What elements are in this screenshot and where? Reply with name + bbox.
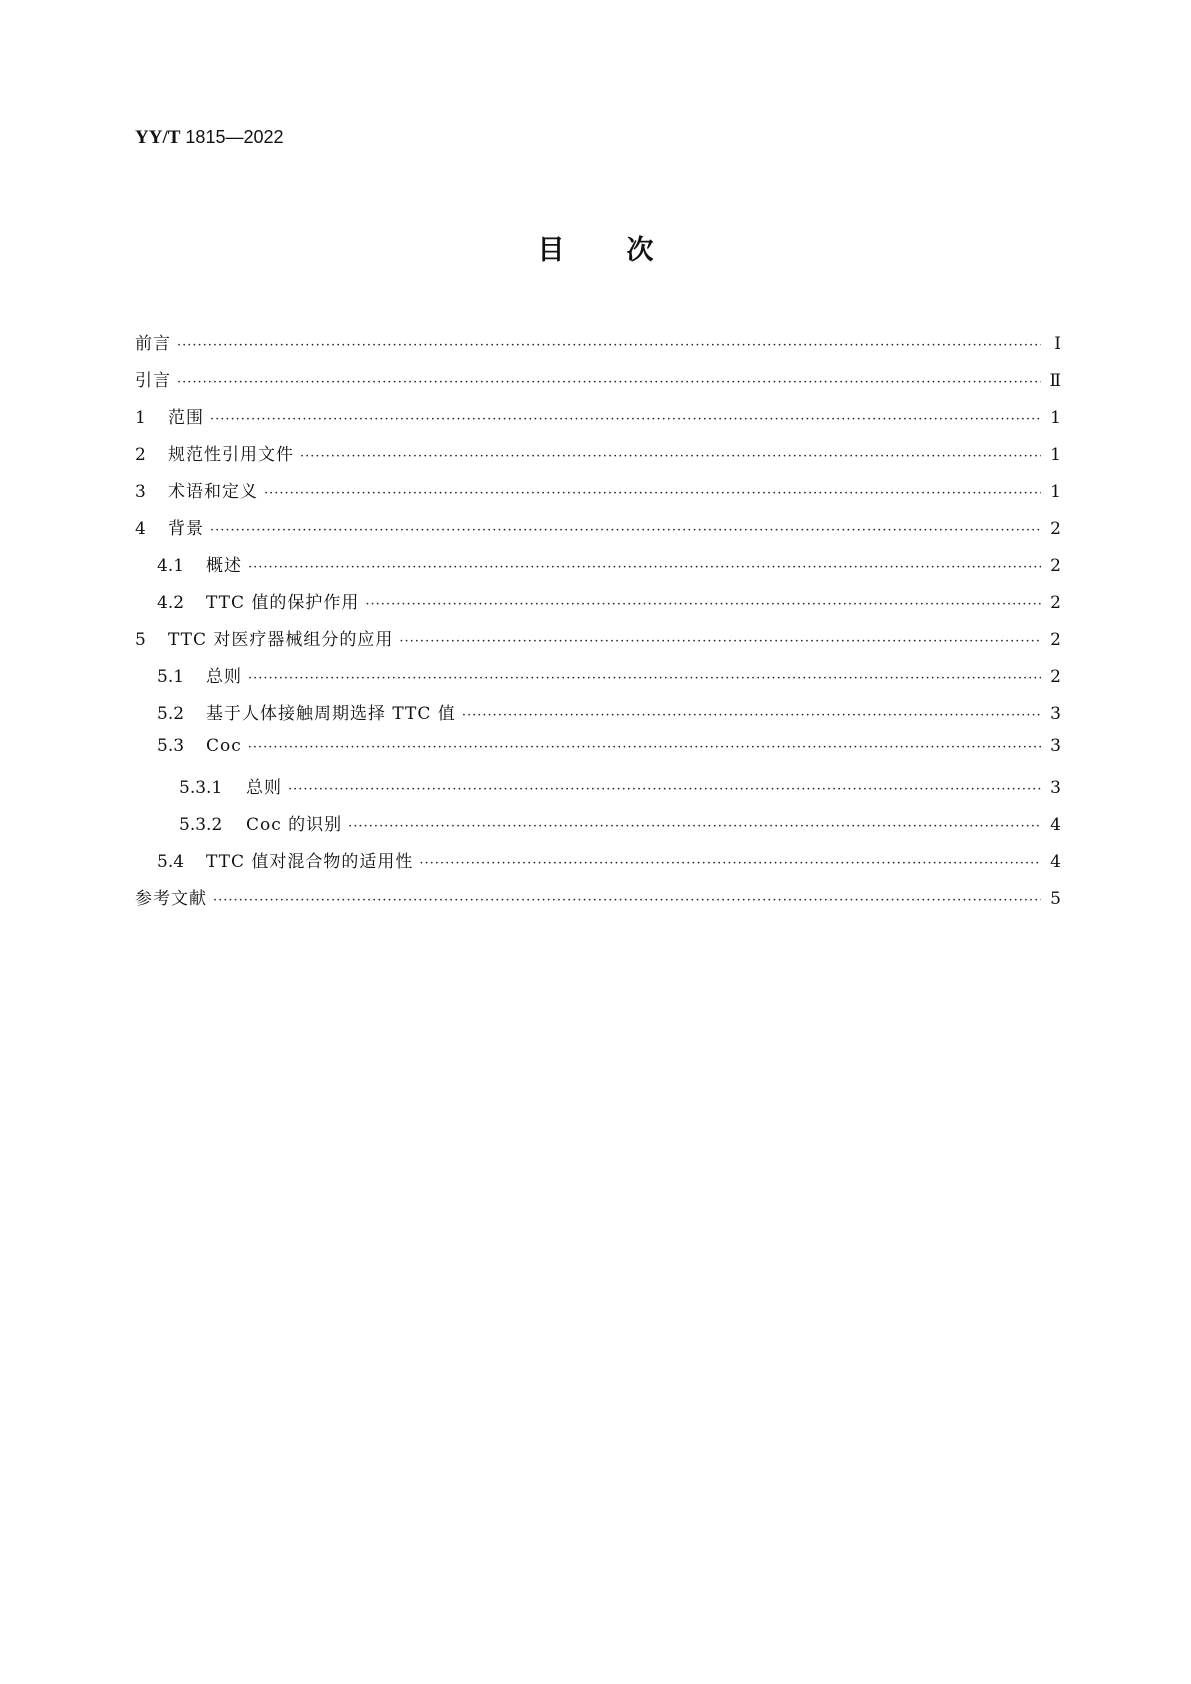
toc-entry-number: 5.2: [157, 704, 185, 724]
toc-entry-label: 基于人体接触周期选择 TTC 值: [206, 704, 456, 724]
toc-entry[interactable]: [135, 551, 1061, 588]
toc-entry-number: 5.4: [157, 852, 185, 872]
toc-entry-page: 4: [1050, 852, 1061, 872]
dot-leader: [248, 560, 1041, 575]
dot-leader: [365, 597, 1041, 612]
toc-entry-page: 3: [1050, 778, 1061, 798]
toc-entry-label: 参考文献: [135, 889, 207, 909]
toc-entry[interactable]: [135, 736, 1061, 773]
toc-entry-page: 1: [1050, 408, 1061, 428]
toc-entry[interactable]: [135, 847, 1061, 884]
toc-entry-number: 5.3: [157, 736, 185, 756]
toc-entry-page: 2: [1050, 519, 1061, 539]
toc-entry-page: 3: [1050, 736, 1061, 756]
dot-leader: [288, 782, 1041, 797]
toc-entry-page: 2: [1050, 630, 1061, 650]
toc-entry-label: 背景: [168, 519, 204, 539]
dot-leader: [248, 740, 1041, 755]
toc-entry-page: 4: [1050, 815, 1061, 835]
dot-leader: [210, 523, 1041, 538]
toc-entry-label: 总则: [246, 778, 282, 798]
toc-entry-page: Ⅱ: [1049, 371, 1061, 391]
toc-entry[interactable]: [135, 662, 1061, 699]
dot-leader: [264, 486, 1041, 501]
toc-entry[interactable]: [135, 329, 1061, 366]
toc-entry-number: 5: [135, 630, 146, 650]
toc-entry-label: 引言: [135, 371, 171, 391]
dot-leader: [348, 819, 1041, 834]
toc-entry[interactable]: [135, 773, 1061, 810]
toc-entry-number: 4: [135, 519, 146, 539]
toc-entry-label: Coc: [206, 736, 242, 756]
page-title: [0, 228, 1191, 267]
toc-entry-label: 规范性引用文件: [168, 445, 294, 465]
dot-leader: [210, 412, 1041, 427]
toc-entry[interactable]: [135, 440, 1061, 477]
toc-entry-label: Coc 的识别: [246, 815, 343, 835]
dot-leader: [419, 856, 1041, 871]
toc-entry[interactable]: [135, 588, 1061, 625]
dot-leader: [399, 634, 1041, 649]
toc-entry-number: 1: [135, 408, 146, 428]
table-of-contents: [135, 329, 1061, 921]
dot-leader: [462, 708, 1041, 723]
toc-entry-number: 4.2: [157, 593, 185, 613]
toc-entry[interactable]: [135, 625, 1061, 662]
toc-entry[interactable]: [135, 810, 1061, 847]
standard-prefix: YY/T: [135, 127, 181, 148]
toc-entry-number: 5.3.2: [179, 815, 223, 835]
toc-entry[interactable]: [135, 884, 1061, 921]
toc-entry-label: 概述: [206, 556, 242, 576]
dot-leader: [300, 449, 1041, 464]
toc-entry-page: Ⅰ: [1054, 334, 1061, 354]
toc-entry[interactable]: [135, 699, 1061, 736]
dot-leader: [177, 375, 1041, 390]
toc-entry-page: 2: [1050, 593, 1061, 613]
toc-entry[interactable]: [135, 477, 1061, 514]
toc-entry-label: 术语和定义: [168, 482, 258, 502]
standard-code: 1815—2022: [185, 127, 284, 147]
dot-leader: [248, 671, 1041, 686]
toc-entry[interactable]: [135, 366, 1061, 403]
toc-entry-label: 前言: [135, 334, 171, 354]
toc-entry-page: 2: [1050, 556, 1061, 576]
toc-entry-number: 2: [135, 445, 146, 465]
toc-entry-number: 5.1: [157, 667, 185, 687]
toc-entry[interactable]: [135, 514, 1061, 551]
toc-entry-page: 1: [1050, 445, 1061, 465]
toc-entry-page: 2: [1050, 667, 1061, 687]
standard-number: [135, 127, 284, 149]
toc-entry-label: TTC 值的保护作用: [206, 593, 360, 613]
toc-entry[interactable]: [135, 403, 1061, 440]
toc-entry-number: 3: [135, 482, 146, 502]
toc-entry-label: TTC 对医疗器械组分的应用: [168, 630, 394, 650]
toc-entry-page: 3: [1050, 704, 1061, 724]
dot-leader: [213, 893, 1041, 908]
toc-entry-label: TTC 值对混合物的适用性: [206, 852, 414, 872]
dot-leader: [177, 338, 1041, 353]
toc-entry-number: 4.1: [157, 556, 185, 576]
toc-entry-number: 5.3.1: [179, 778, 223, 798]
toc-entry-label: 总则: [206, 667, 242, 687]
title-char: 目: [537, 235, 565, 266]
toc-entry-page: 5: [1050, 889, 1061, 909]
title-char: 次: [626, 235, 654, 266]
toc-entry-label: 范围: [168, 408, 204, 428]
toc-entry-page: 1: [1050, 482, 1061, 502]
